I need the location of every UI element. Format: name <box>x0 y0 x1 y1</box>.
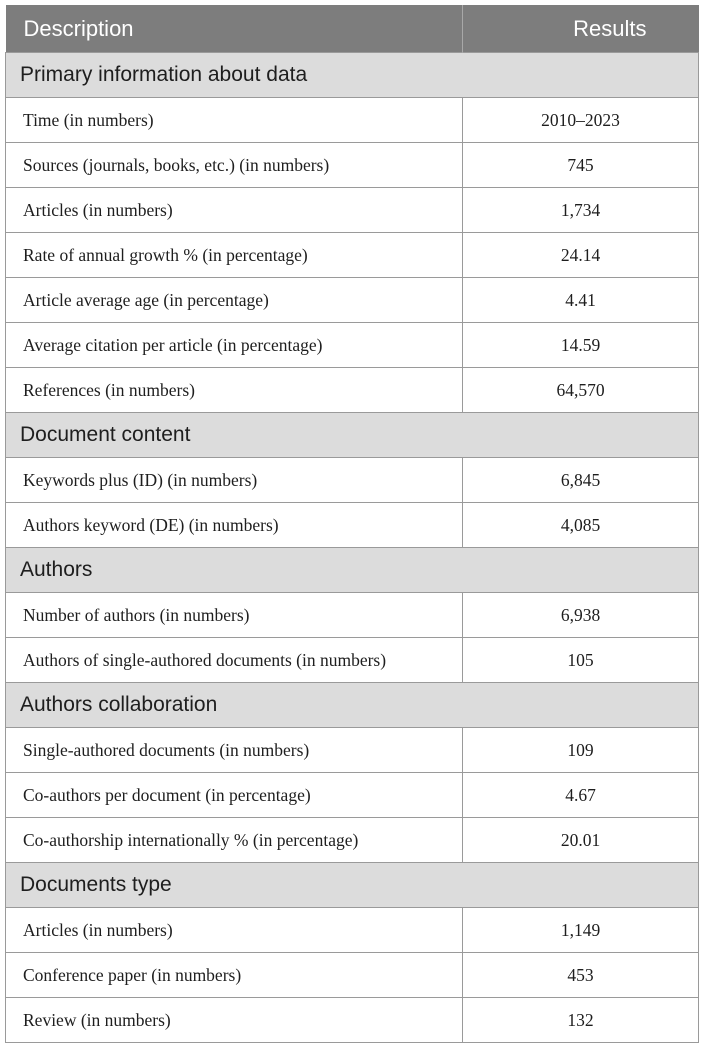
table-body <box>6 53 699 1043</box>
row-result-value: 14.59 <box>463 323 699 368</box>
row-description: Co-authors per document (in percentage) <box>6 773 463 818</box>
row-description: Time (in numbers) <box>6 98 463 143</box>
table-row <box>6 818 699 863</box>
table-row <box>6 368 699 413</box>
row-description: Conference paper (in numbers) <box>6 953 463 998</box>
row-result-value: 64,570 <box>463 368 699 413</box>
row-result-value: 745 <box>463 143 699 188</box>
table-row <box>6 593 699 638</box>
row-description: Keywords plus (ID) (in numbers) <box>6 458 463 503</box>
section-row <box>6 548 699 593</box>
table-row <box>6 233 699 278</box>
header-row <box>6 5 699 53</box>
row-description: Number of authors (in numbers) <box>6 593 463 638</box>
section-title: Authors collaboration <box>6 683 699 728</box>
table-row <box>6 98 699 143</box>
row-result-value: 24.14 <box>463 233 699 278</box>
table-row <box>6 323 699 368</box>
section-title: Documents type <box>6 863 699 908</box>
table-row <box>6 953 699 998</box>
section-row <box>6 53 699 98</box>
row-description: Average citation per article (in percentage) <box>6 323 463 368</box>
row-result-value: 6,845 <box>463 458 699 503</box>
row-result-value: 453 <box>463 953 699 998</box>
row-result-value: 4.67 <box>463 773 699 818</box>
row-description: Rate of annual growth % (in percentage) <box>6 233 463 278</box>
row-description: Articles (in numbers) <box>6 188 463 233</box>
table-row <box>6 188 699 233</box>
section-title: Document content <box>6 413 699 458</box>
row-description: Article average age (in percentage) <box>6 278 463 323</box>
table-row <box>6 503 699 548</box>
row-description: Articles (in numbers) <box>6 908 463 953</box>
row-result-value: 1,734 <box>463 188 699 233</box>
section-row <box>6 413 699 458</box>
table-row <box>6 638 699 683</box>
row-result-value: 105 <box>463 638 699 683</box>
table-row <box>6 143 699 188</box>
row-result-value: 4.41 <box>463 278 699 323</box>
row-description: Co-authorship internationally % (in percentage) <box>6 818 463 863</box>
row-description: Review (in numbers) <box>6 998 463 1043</box>
row-result-value: 2010–2023 <box>463 98 699 143</box>
table-header <box>6 5 699 53</box>
section-row <box>6 683 699 728</box>
table-row <box>6 278 699 323</box>
table-row <box>6 908 699 953</box>
row-description: References (in numbers) <box>6 368 463 413</box>
section-title: Primary information about data <box>6 53 699 98</box>
row-result-value: 109 <box>463 728 699 773</box>
row-description: Sources (journals, books, etc.) (in numbers) <box>6 143 463 188</box>
row-result-value: 132 <box>463 998 699 1043</box>
column-header-description: Description <box>6 5 463 53</box>
section-title: Authors <box>6 548 699 593</box>
row-result-value: 1,149 <box>463 908 699 953</box>
row-description: Single-authored documents (in numbers) <box>6 728 463 773</box>
results-table-container <box>5 5 698 1043</box>
row-result-value: 4,085 <box>463 503 699 548</box>
row-description: Authors keyword (DE) (in numbers) <box>6 503 463 548</box>
table-row <box>6 773 699 818</box>
table-row <box>6 728 699 773</box>
results-table <box>5 5 699 1043</box>
row-result-value: 6,938 <box>463 593 699 638</box>
row-description: Authors of single-authored documents (in numbers) <box>6 638 463 683</box>
table-row <box>6 458 699 503</box>
table-row <box>6 998 699 1043</box>
row-result-value: 20.01 <box>463 818 699 863</box>
section-row <box>6 863 699 908</box>
column-header-results: Results <box>463 5 699 53</box>
